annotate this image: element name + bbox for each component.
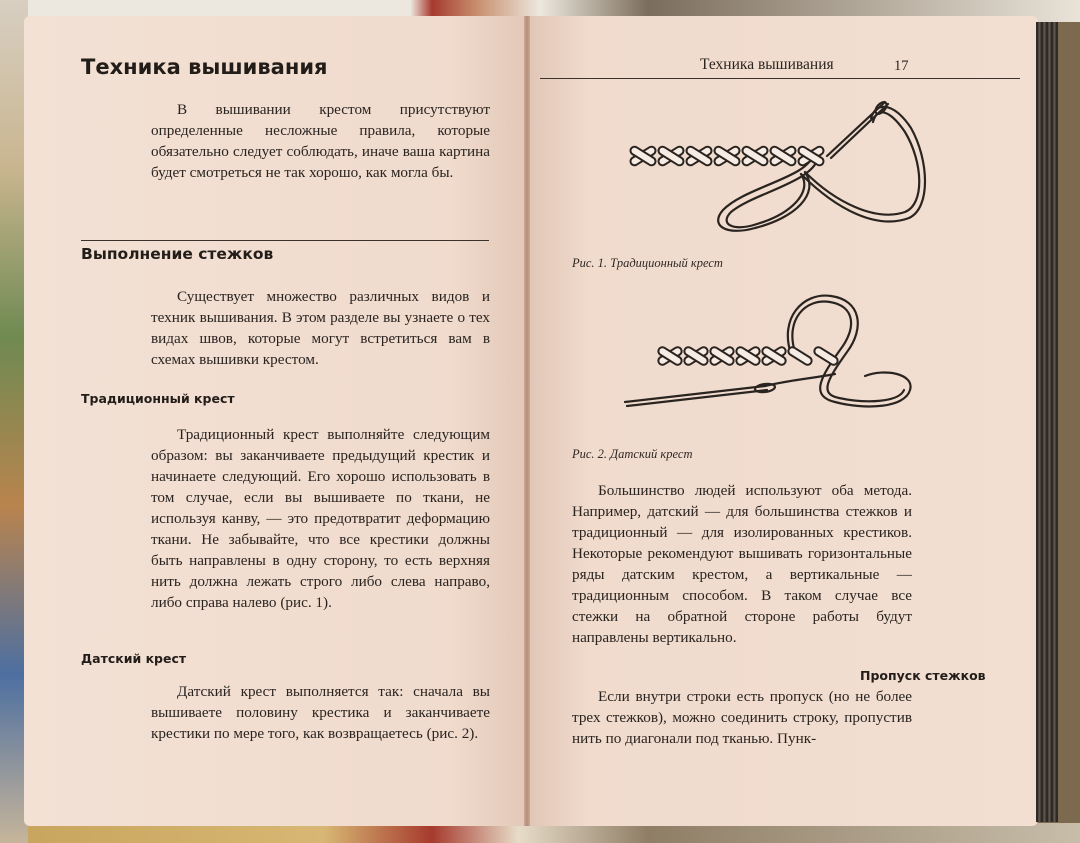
skip-stitches-heading: Пропуск стежков — [860, 668, 986, 683]
page-number: 17 — [894, 58, 909, 74]
book-spine — [524, 16, 530, 826]
traditional-cross-heading: Традиционный крест — [81, 391, 235, 406]
section-divider — [81, 240, 489, 241]
section-paragraph: Существует множество различных видов и техник вышивания. В этом разделе вы узнаете о тех видах швов, которые могут встретиться вам в схемах вышивки крестом. — [151, 288, 490, 368]
skip-stitches-paragraph: Если внутри строки есть пропуск (но не более трех стежков), можно соединить строку, пропустив нить по диагонали под тканью. Пунк- — [572, 688, 912, 747]
figure-2-caption: Рис. 2. Датский крест — [572, 447, 693, 461]
both-methods-paragraph: Большинство людей используют оба метода. Например, датский — для большинства стежков и традиционный — для изолированных крестиков. Некоторые рекомендуют вышивать горизонтальные ряды датским крестом, а вертикальные — традиционным способом. В таком случае все стежки на обратной стороне работы будут направлены вертикально. — [572, 482, 912, 646]
danish-cross-heading: Датский крест — [81, 651, 187, 666]
running-title: Техника вышивания — [700, 56, 834, 73]
running-header — [540, 56, 1020, 79]
traditional-cross-paragraph: Традиционный крест выполняйте следующим образом: вы заканчиваете предыдущий крестик и начинаете следующий. Его хорошо использовать в том случае, если вы вышиваете по ткани, не используя канву, — это предотвратит деформацию ткани. Не забывайте, что все крестики должны быть направлены в одну сторону, то есть верхняя нить должна лежать строго либо слева направо, либо справа налево (рис. 1). — [151, 426, 490, 611]
intro-paragraph: В вышивании крестом присутствуют определенные несложные правила, которые обязательно следует соблюдать, иначе ваша картина будет смотреться не так хорошо, как могла бы. — [151, 101, 490, 181]
danish-cross-paragraph: Датский крест выполняется так: сначала вы вышиваете половину крестика и заканчиваете крестики по мере того, как возвращаетесь (рис. 2). — [151, 683, 490, 742]
scan-background-bottom — [0, 823, 1080, 843]
chapter-title: Техника вышивания — [81, 55, 328, 79]
traditional-cross-illustration — [605, 92, 935, 242]
page-edges — [1036, 22, 1058, 822]
danish-cross-illustration — [615, 290, 915, 440]
section-heading: Выполнение стежков — [81, 245, 274, 263]
figure-1-caption: Рис. 1. Традиционный крест — [572, 256, 723, 270]
